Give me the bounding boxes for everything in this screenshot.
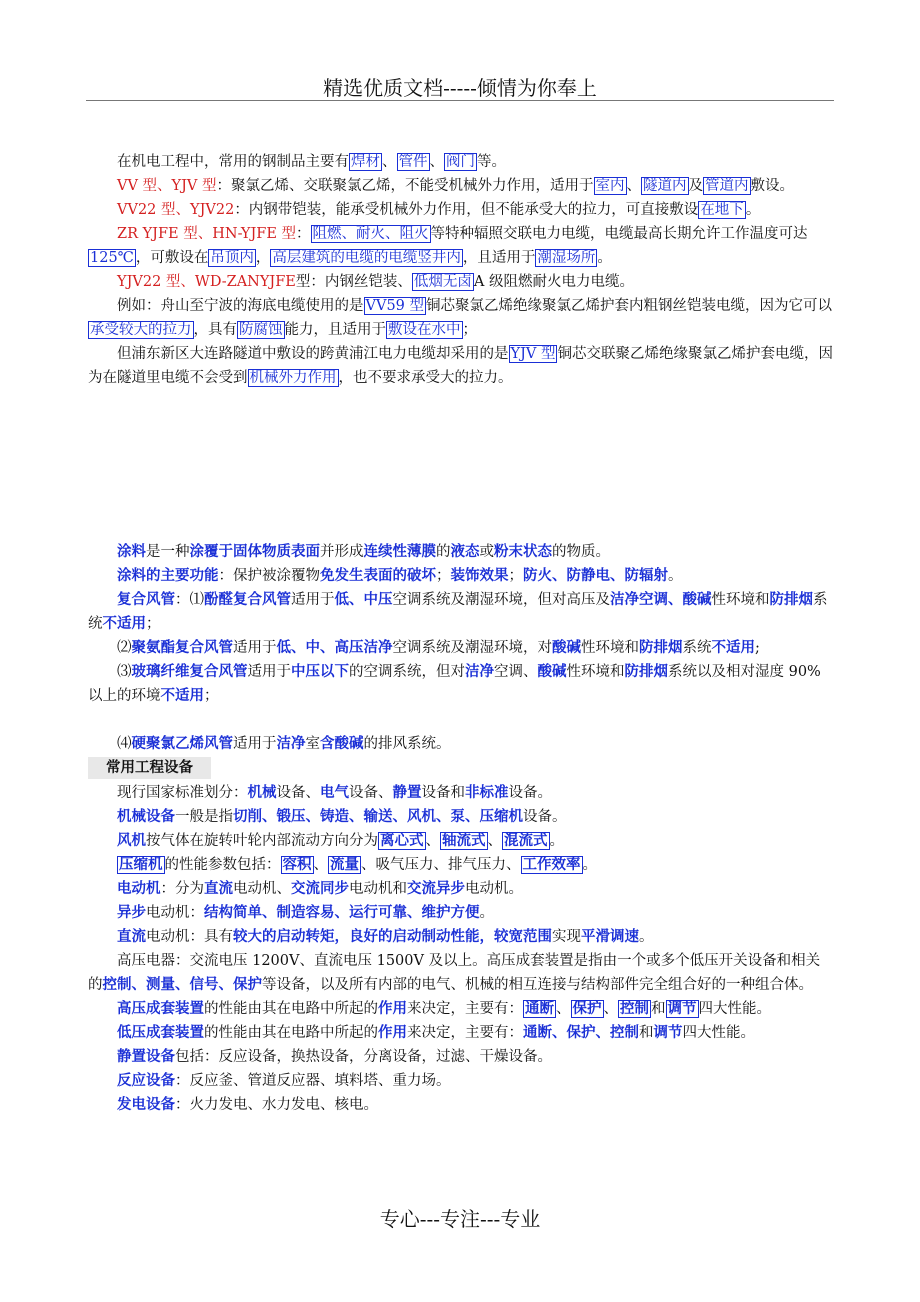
text: ， [255,250,271,266]
text: 等特种辐照交联电力电缆，电缆最高长期允许工作温度可达 [430,226,808,242]
boxed-term: YJV 型 [510,346,556,362]
highlight-term: 控制、测量、信号、保护 [102,977,262,993]
text: 敷设。 [750,178,795,194]
boxed-term: 保护 [572,1001,602,1017]
text: 的 [436,544,451,560]
paragraph [88,997,834,1021]
text: 并形成 [320,544,364,560]
highlight-term: 直流 [204,881,233,897]
text: ； [462,322,477,338]
section-heading: 常用工程设备 [88,757,211,779]
highlight-term: 涂料 [117,544,146,560]
text: 、 [603,1001,618,1017]
paragraph [88,732,834,756]
text: 性环境和 [581,640,639,656]
header-divider [86,100,834,101]
boxed-term: 管件 [398,154,428,170]
text: 的排风系统。 [363,736,451,752]
paragraph [88,925,834,949]
highlight-term: 免发生表面的破坏 [320,568,436,584]
text: 空调系统及潮湿环境，但对高压及 [392,592,610,608]
page-header: 精选优质文档-----倾情为你奉上 [323,76,597,100]
text: ：分为 [160,881,204,897]
boxed-term: 控制 [620,1001,649,1017]
text: 设备和 [421,785,465,801]
highlight-term: 电动机 [117,881,161,897]
text: 电动机：具有 [146,929,233,945]
boxed-term: 管道内 [705,178,749,194]
paragraph [88,660,834,708]
boxed-term: 轴流式 [442,833,486,849]
text: ⑵ [117,640,132,656]
text: 设备。 [523,809,567,825]
boxed-term: 承受较大的拉力 [90,322,192,338]
text: 、 [382,154,397,170]
highlight-term: 防排烟 [624,664,668,680]
boxed-term: 机械外力作用 [249,370,337,386]
blank-space [88,708,834,732]
text: 按气体在旋转叶轮内部流动方向分为 [146,833,378,849]
highlight-term: 异步 [117,905,146,921]
boxed-term: 在地下 [700,202,744,218]
highlight-term: 通断、保护、控制 [523,1025,639,1041]
text: 的物质。 [552,544,610,560]
text: 来决定，主要有： [407,1001,523,1017]
text: 、 [429,154,444,170]
highlight-term: 风机 [117,833,146,849]
text: ：保护被涂覆物 [218,568,320,584]
text: ⑷ [117,736,132,752]
highlight-term: 玻璃纤维复合风管 [131,664,248,680]
highlight-term: 平滑调速 [581,929,639,945]
boxed-term: 防腐蚀 [239,322,283,338]
text: 实现 [552,929,581,945]
text: ； [146,616,161,632]
text: 四大性能。 [682,1025,755,1041]
highlight-term: 聚氨酯复合风管 [131,640,233,656]
paragraph [88,1021,834,1045]
highlight-term: 洁净 [276,736,306,752]
highlight-term: 防排烟 [769,592,813,608]
paragraph [88,1069,834,1093]
text: 能力，且适用于 [284,322,386,338]
text: 一般是指 [175,809,233,825]
text: 电动机。 [465,881,523,897]
paragraph [88,198,834,222]
highlight-term: 高压成套装置 [117,1001,204,1017]
highlight-term: 机械 [247,785,277,801]
highlight-term: 交流异步 [407,881,465,897]
text: 、 [487,833,502,849]
highlight-term: 洁净 [465,664,494,680]
text: 、 [313,857,328,873]
highlight-term: 作用 [378,1001,407,1017]
paragraph [88,150,834,174]
text: 的空调系统，但对 [349,664,465,680]
highlight-term: 静置 [392,785,422,801]
text: 和 [639,1025,654,1041]
text: 空调、 [494,664,538,680]
boxed-term: 离心式 [380,833,424,849]
paragraph [88,540,834,564]
text: 系统 [88,592,828,632]
paragraph [88,222,834,270]
text: 适用于 [233,640,277,656]
highlight-term: 发电设备 [117,1097,175,1113]
boxed-term: 阀门 [446,154,475,170]
text: 的性能由其在电路中所起的 [204,1001,378,1017]
highlight-term: 低、中压 [334,592,393,608]
text: 、 [626,178,642,194]
text: 来决定，主要有： [407,1025,523,1041]
highlight-term: 防火、防静电、防辐射 [523,568,668,584]
text: 系统以及相对湿度 90%以上的环境 [88,664,821,704]
text: ：⑴ [175,592,204,608]
highlight-term: 不适用 [711,640,755,656]
highlight-term: 较大的启动转矩，良好的启动制动性能，较宽范围 [233,929,552,945]
text: 性环境和 [566,664,625,680]
highlight-term: 低压成套装置 [117,1025,204,1041]
text: 现行国家标准划分： [117,785,248,801]
highlight-term: 酸碱 [552,640,581,656]
text: ，也不要求承受大的拉力。 [338,370,513,386]
boxed-term: 室内 [595,178,625,194]
text: 。 [582,857,597,873]
text: 设备。 [508,785,552,801]
text: 电动机、 [233,881,291,897]
cable-type: VV 型、YJV 型 [117,178,217,194]
text: 的性能参数包括： [164,857,281,873]
boxed-term: 敷设在水中 [388,322,461,338]
highlight-term: 不适用 [102,616,146,632]
text: 。 [549,833,564,849]
paragraph [88,781,834,805]
text: 在机电工程中，常用的钢制品主要有 [117,154,349,170]
boxed-term: VV59 型 [365,298,425,314]
text: 。 [639,929,654,945]
paragraph [88,174,834,198]
text: ； [508,568,523,584]
boxed-term: 低烟无卤 [413,274,472,290]
text: 。 [597,250,612,266]
highlight-term: 含酸碱 [320,736,364,752]
text: 等。 [477,154,506,170]
cable-type: YJV22 型、WD-ZANYJFE [117,274,296,290]
highlight-term: 机械设备 [117,809,175,825]
paragraph [88,564,834,588]
highlight-term: 反应设备 [117,1073,175,1089]
paragraph [88,1093,834,1117]
boxed-term: 潮湿场所 [537,250,596,266]
boxed-term: 压缩机 [119,857,163,873]
paragraph [88,901,834,925]
boxed-term: 阻燃、耐火、阻火 [312,226,429,242]
text: 电动机和 [349,881,407,897]
document-body [88,150,834,1117]
text: 铜芯交联聚乙烯绝缘聚氯乙烯护套电缆，因为在隧道里电缆不会受到 [88,346,833,386]
highlight-term: 非标准 [465,785,509,801]
highlight-term: 酚醛复合风管 [204,592,291,608]
text: 、 [556,1001,571,1017]
text: ，且适用于 [462,250,536,266]
text: 系统 [682,640,712,656]
boxed-term: 吊顶内 [210,250,254,266]
text: 性环境和 [711,592,770,608]
highlight-term: 电气 [320,785,349,801]
highlight-term: 结构简单、制造容易、运行可靠、维护方便 [204,905,480,921]
text: ：火力发电、水力发电、核电。 [175,1097,378,1113]
cable-type: VV22 型、YJV22 [117,202,235,218]
highlight-term: 粉末状态 [494,544,552,560]
text: ⑶ [117,664,132,680]
boxed-term: 通断 [525,1001,554,1017]
text: 型：内钢丝铠装、 [295,274,412,290]
highlight-term: 硬聚氯乙烯风管 [131,736,233,752]
highlight-term: 中压以下 [291,664,349,680]
text: ； [204,688,219,704]
text: 等设备，以及所有内部的电气、机械的相互连接与结构部件完全组合好的一种组合体。 [262,977,813,993]
text: 、吸气压力、排气压力、 [361,857,521,873]
highlight-term: 直流 [117,929,146,945]
text: 。 [745,202,761,218]
highlight-term: 酸碱 [537,664,567,680]
cable-type: ZR YJFE 型、HN-YJFE 型 [117,226,297,242]
highlight-term: 涂覆于固体物质表面 [189,544,320,560]
highlight-term: 交流同步 [291,881,349,897]
paragraph [88,270,834,294]
text: ： [296,226,311,242]
highlight-term: 装饰效果 [450,568,509,584]
text: 四大性能。 [698,1001,771,1017]
text: 。 [479,905,494,921]
highlight-term: 低、中、高压洁净 [276,640,393,656]
text: 电动机： [146,905,204,921]
boxed-term: 容积 [282,857,312,873]
text: 铜芯聚氯乙烯绝缘聚氯乙烯护套内粗钢丝铠装电缆，因为它可以 [426,298,833,314]
text: A 级阻燃耐火电力电缆。 [473,274,634,290]
text: 设备、 [276,785,320,801]
text: 空调系统及潮湿环境，对 [392,640,552,656]
highlight-term: 洁净空调、酸碱 [610,592,712,608]
text: 室 [305,736,320,752]
text: 和 [651,1001,666,1017]
text: ：内钢带铠装，能承受机械外力作用，但不能承受大的拉力，可直接敷设 [234,202,699,218]
paragraph [88,949,834,997]
text: 包括：反应设备，换热设备，分离设备，过滤、干燥设备。 [175,1049,552,1065]
highlight-term: 切削、锻压、铸造、输送、风机、泵、压缩机 [233,809,523,825]
boxed-term: 调节 [667,1001,697,1017]
text: ，可敷设在 [135,250,209,266]
boxed-term: 焊材 [351,154,380,170]
highlight-term: 涂料的主要功能 [117,568,219,584]
text: 是一种 [146,544,190,560]
paragraph [88,829,834,853]
highlight-term: 复合风管 [117,592,175,608]
text: ; [755,640,760,656]
text: 适用于 [233,736,277,752]
text: 的性能由其在电路中所起的 [204,1025,378,1041]
text: ； [436,568,451,584]
text: 适用于 [291,592,335,608]
highlight-term: 连续性薄膜 [363,544,436,560]
paragraph [88,1045,834,1069]
paragraph [88,805,834,829]
text: 。 [668,568,683,584]
boxed-term: 混流式 [504,833,548,849]
text: 高压电器：交流电压 1200V、直流电压 1500V 及以上。高压成套装置是指由一个或多个低压开关设备和相关的 [88,953,821,993]
boxed-term: 125℃ [90,250,134,266]
paragraph [88,342,834,390]
text: ，具有 [193,322,237,338]
blank-space [88,390,834,540]
highlight-term: 不适用 [160,688,204,704]
highlight-term: 调节 [653,1025,683,1041]
boxed-term: 隧道内 [643,178,687,194]
paragraph [88,853,834,877]
text: 适用于 [247,664,291,680]
paragraph [88,636,834,660]
page-footer: 专心---专注---专业 [379,1207,541,1231]
paragraph [88,877,834,901]
boxed-term: 流量 [330,857,359,873]
highlight-term: 液态 [450,544,480,560]
text: 或 [479,544,494,560]
boxed-term: 高层建筑的电缆的电缆竖井内 [272,250,461,266]
text: 例如：舟山至宁波的海底电缆使用的是 [117,298,364,314]
text: 但浦东新区大连路隧道中敷设的跨黄浦江电力电缆却采用的是 [117,346,509,362]
boxed-term: 工作效率 [522,857,581,873]
text: ：反应釜、管道反应器、填料塔、重力场。 [175,1073,451,1089]
highlight-term: 作用 [378,1025,407,1041]
highlight-term: 防排烟 [639,640,683,656]
paragraph [88,588,834,636]
text: 及 [688,178,704,194]
paragraph [88,294,834,342]
text: ：聚氯乙烯、交联聚氯乙烯，不能受机械外力作用，适用于 [216,178,594,194]
highlight-term: 静置设备 [117,1049,175,1065]
text: 设备、 [349,785,393,801]
text: 、 [425,833,440,849]
